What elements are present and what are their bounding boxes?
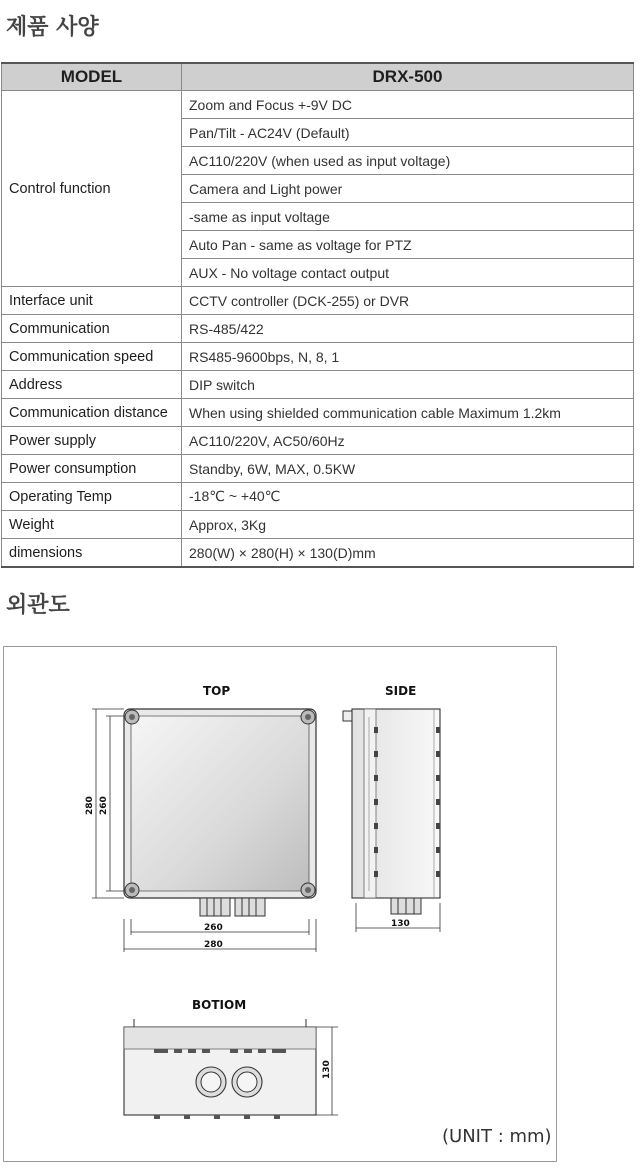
row-label: Communication — [2, 315, 182, 343]
control-function-value: -same as input voltage — [182, 203, 634, 231]
control-function-value: Pan/Tilt - AC24V (Default) — [182, 119, 634, 147]
spec-heading: 제품 사양 — [6, 15, 99, 40]
top-view-label: TOP — [203, 684, 231, 698]
spec-table — [1, 62, 634, 568]
top-view — [124, 709, 316, 916]
row-label: Address — [2, 371, 182, 399]
row-value: Approx, 3Kg — [182, 511, 634, 539]
row-value: 280(W) × 280(H) × 130(D)mm — [182, 539, 634, 568]
dim-side-depth: 130 — [391, 919, 410, 929]
row-value: RS-485/422 — [182, 315, 634, 343]
bottom-view — [124, 1019, 316, 1119]
table-header-row — [2, 63, 634, 91]
row-value: DIP switch — [182, 371, 634, 399]
table-row — [2, 371, 634, 399]
enclosure-drawing — [4, 647, 556, 1161]
control-function-value: AC110/220V (when used as input voltage) — [182, 147, 634, 175]
table-row — [2, 399, 634, 427]
row-value: RS485-9600bps, N, 8, 1 — [182, 343, 634, 371]
table-row — [2, 539, 634, 568]
control-function-value: Auto Pan - same as voltage for PTZ — [182, 231, 634, 259]
table-row — [2, 343, 634, 371]
row-value: -18℃ ~ +40℃ — [182, 483, 634, 511]
row-value: Standby, 6W, MAX, 0.5KW — [182, 455, 634, 483]
control-function-value: Camera and Light power — [182, 175, 634, 203]
dim-height-outer: 280 — [85, 796, 95, 815]
table-row — [2, 315, 634, 343]
table-row — [2, 91, 634, 119]
control-function-value: Zoom and Focus +-9V DC — [182, 91, 634, 119]
dim-height-inner: 260 — [99, 796, 109, 815]
drawing-frame — [3, 646, 557, 1162]
row-value: When using shielded communication cable Maximum 1.2km — [182, 399, 634, 427]
row-label: Communication speed — [2, 343, 182, 371]
control-function-label: Control function — [2, 91, 182, 287]
row-label: Operating Temp — [2, 483, 182, 511]
side-view-label: SIDE — [385, 684, 417, 698]
dim-width-inner: 260 — [204, 923, 223, 933]
table-row — [2, 455, 634, 483]
table-row — [2, 427, 634, 455]
table-row — [2, 483, 634, 511]
control-function-value: AUX - No voltage contact output — [182, 259, 634, 287]
bottom-view-label: BOTIOM — [192, 998, 247, 1012]
unit-note: (UNIT : mm) — [442, 1126, 552, 1147]
row-label: Interface unit — [2, 287, 182, 315]
side-view — [343, 709, 440, 914]
row-label: Weight — [2, 511, 182, 539]
row-value: AC110/220V, AC50/60Hz — [182, 427, 634, 455]
row-label: Power consumption — [2, 455, 182, 483]
drawing-heading: 외관도 — [6, 593, 70, 618]
table-row — [2, 511, 634, 539]
row-label: Power supply — [2, 427, 182, 455]
table-row — [2, 287, 634, 315]
row-label: Communication distance — [2, 399, 182, 427]
dim-width-outer: 280 — [204, 940, 223, 950]
dim-bottom-depth: 130 — [322, 1060, 332, 1079]
row-value: CCTV controller (DCK-255) or DVR — [182, 287, 634, 315]
model-value-header: DRX-500 — [182, 63, 634, 91]
model-header: MODEL — [2, 63, 182, 91]
row-label: dimensions — [2, 539, 182, 568]
